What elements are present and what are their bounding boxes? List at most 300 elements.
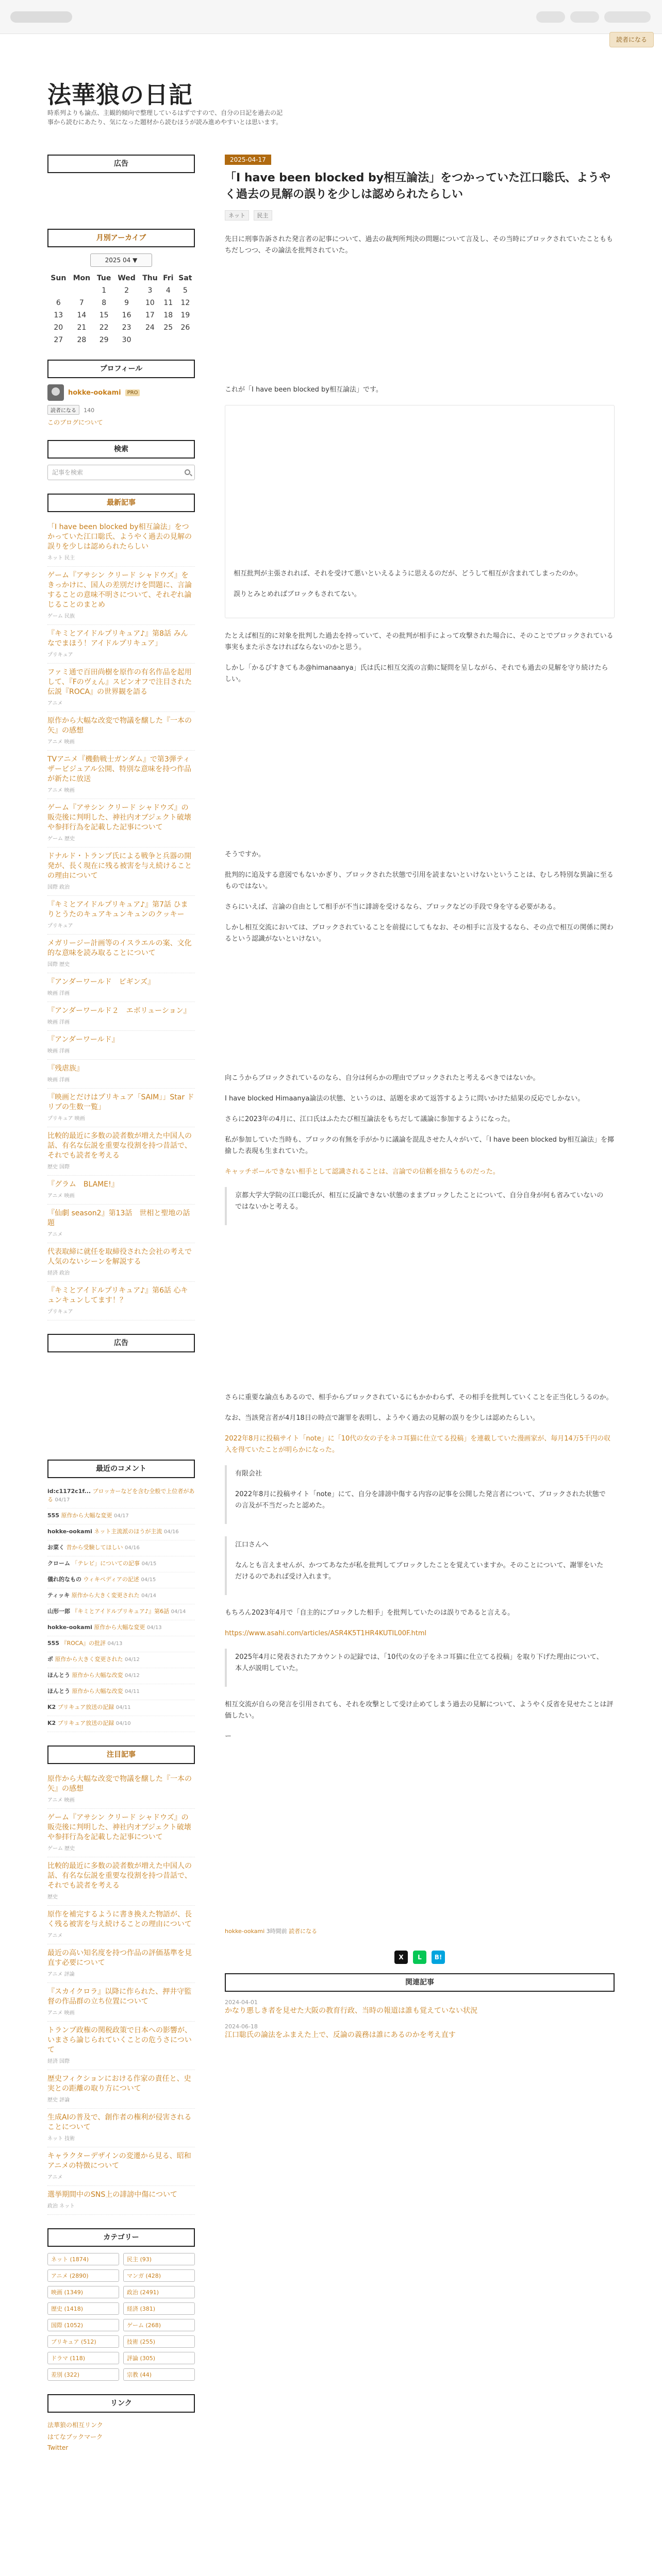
calendar-day[interactable]: 13 — [54, 311, 63, 319]
link-list — [47, 2419, 195, 2453]
link-item[interactable]: はてなブックマーク — [47, 2433, 103, 2441]
comment-item[interactable] — [47, 1509, 195, 1524]
footer-reader-link[interactable]: 読者になる — [289, 1928, 318, 1935]
comment-user[interactable]: 555 — [47, 1512, 59, 1519]
embed-space — [225, 1238, 615, 1392]
category-chip[interactable]: 国際 (1052) — [47, 2319, 119, 2331]
recent-entry-meta: プリキュア — [47, 923, 73, 929]
category-list — [47, 2253, 195, 2381]
popular-entry-title[interactable]: ゲーム『アサシン クリード シャドウズ』の販売後に判明した、神社内オブジェクト破壊や参拝行為を記載した記事について — [47, 1814, 191, 1841]
embed-space — [225, 1752, 615, 1906]
calendar-weekday: Fri — [163, 274, 174, 282]
calendar-day[interactable]: 1 — [102, 286, 107, 295]
recent-entry-title[interactable]: メガリージー計画等のイスラエルの案、文化的な意味を読み取ることについて — [47, 939, 192, 957]
related-item[interactable] — [225, 2023, 615, 2040]
comment-time: 04/14 — [171, 1609, 186, 1615]
list-item[interactable] — [47, 751, 195, 799]
list-item[interactable] — [47, 1089, 195, 1127]
comment-time: 04/16 — [163, 1529, 179, 1535]
recent-entry-meta: アニメ — [47, 701, 63, 706]
calendar-weekday: Sun — [51, 274, 67, 282]
footer-author-link[interactable]: hokke-ookami — [225, 1928, 265, 1935]
category-chip[interactable]: 技術 (255) — [123, 2335, 195, 2348]
quote-text: なんとも言えませんが、かつてあなたが私を批判してブロックしたことを覚えていますか。そのことについて、謝罪をいただけるのであれば受け入れます。 — [235, 1562, 604, 1581]
popular-entry-meta: アニメ — [47, 2175, 63, 2180]
sidebar — [47, 155, 195, 2466]
comment-time: 04/11 — [125, 1689, 140, 1694]
topbar-menu-pill-3[interactable] — [604, 11, 651, 23]
main-entry — [225, 155, 615, 2047]
comment-entry[interactable]: 原作から大幅な改変 — [72, 1672, 123, 1679]
related-entries-list — [225, 1999, 615, 2040]
recent-entry-meta: アニメ 映画 — [47, 739, 75, 745]
calendar-day[interactable]: 22 — [99, 324, 109, 332]
calendar-day — [161, 334, 176, 346]
recent-entry-title[interactable]: 比較的最近に多数の読者数が増えた中国人の話、有名な伝説を重要な役割を持つ昔話で、それでも読者を考える — [47, 1132, 192, 1160]
comment-user[interactable]: K2 — [47, 1720, 56, 1726]
calendar-weekday: Mon — [73, 274, 91, 282]
calendar-day[interactable]: 4 — [166, 286, 171, 295]
popular-entry-title[interactable]: キャラクターデザインの変遷から見る、昭和アニメの特徴について — [47, 2152, 191, 2170]
popular-entry-meta: 経済 国際 — [47, 2059, 70, 2064]
popular-entry-title[interactable]: 比較的最近に多数の読者数が増えた中国人の話、有名な伝説を重要な役割を持つ昔話で、それでも読者を考える — [47, 1862, 192, 1890]
popular-entry-title[interactable]: 歴史フィクションにおける作家の責任と、史実との距離の取り方について — [47, 2075, 191, 2093]
list-item[interactable] — [47, 2070, 195, 2109]
popular-entry-title[interactable]: 原作から大幅な改変で物議を醸した『一本の矢』の感想 — [47, 1775, 192, 1793]
comment-time: 04/15 — [141, 1577, 156, 1583]
comment-item[interactable] — [47, 1620, 195, 1636]
recent-entry-title[interactable]: 『キミとアイドルプリキュア♪』第6話 心キュンキュンしてます！？ — [47, 1286, 188, 1304]
recent-entry-meta: 国際 歴史 — [47, 962, 70, 968]
comment-user[interactable]: hokke-ookami — [47, 1528, 92, 1535]
calendar-day[interactable]: 29 — [99, 336, 109, 344]
comment-entry[interactable]: 「テレビ」についての記事 — [72, 1560, 140, 1567]
pro-badge: PRO — [125, 389, 140, 396]
comment-item[interactable] — [47, 1700, 195, 1716]
recent-module — [47, 494, 195, 1320]
related-heading: 関連記事 — [225, 1973, 615, 1992]
calendar-day — [47, 284, 70, 297]
comment-entry[interactable]: ブロッカーなどを含む全般で上位者がある — [47, 1488, 195, 1503]
highlight-text[interactable]: キャッチボールできない相手として認識されることは、言論での信頼を損なうものだった。 — [225, 1168, 500, 1176]
calendar-day[interactable]: 23 — [122, 324, 131, 332]
recent-entry-meta: アニメ — [47, 1232, 63, 1238]
recent-entry-title[interactable]: 『映画とだけはプリキュア「SAIM」」Star ドリプの生数一覧」 — [47, 1093, 194, 1111]
list-item[interactable] — [47, 1002, 195, 1031]
category-chip[interactable]: 経済 (381) — [123, 2302, 195, 2315]
tag-item[interactable]: 民主 — [254, 210, 272, 221]
hatena-bookmark-icon[interactable]: B! — [432, 1951, 445, 1964]
recent-entry-meta: 映画 洋画 — [47, 1020, 70, 1025]
comment-time: 04/13 — [146, 1625, 162, 1631]
comment-item[interactable] — [47, 1668, 195, 1684]
recent-entries-list — [47, 518, 195, 1320]
reader-count: 140 — [84, 407, 95, 414]
recent-entry-title[interactable]: 「I have been blocked by相互論法」をつかっていた江口聡氏、ようやく過去の見解の誤りを少しは認められたらしい — [47, 523, 192, 551]
quote-text: 有限会社 — [235, 1470, 262, 1478]
comment-item[interactable] — [47, 1588, 195, 1604]
recent-entry-title[interactable]: ゲーム『アサシン クリード シャドウズ』の販売後に判明した、神社内オブジェクト破壊や参拝行為を記載した記事について — [47, 804, 191, 832]
recent-entry-title[interactable]: 原作から大幅な改変で物議を醸した『一本の矢』の感想 — [47, 717, 192, 735]
comment-entry[interactable]: 原作から大きく変更された — [71, 1592, 140, 1599]
reader-button[interactable]: 読者になる — [609, 32, 654, 47]
hatena-logo-placeholder[interactable] — [10, 11, 72, 23]
related-title[interactable]: かなり悪しき者を見せた大阪の教育行政、当時の報道は誰も覚えていない状況 — [225, 2007, 477, 2015]
paragraph: もちろん2023年4月で「自主的にブロックした相手」を批判していたのは誤りであると言える。 — [225, 1609, 515, 1617]
recent-entry-meta: プリキュア — [47, 652, 73, 658]
paragraph: さらに重要な論点もあるので、相手からブロックされているにもかかわらず、その相手を批判していくことを正当化しうるのか。 — [225, 1394, 613, 1401]
profile-reader-button[interactable]: 読者になる — [47, 405, 79, 415]
external-link[interactable]: https://www.asahi.com/articles/ASR4K5T1HR4KUTIL00F.html — [225, 1630, 427, 1637]
related-item[interactable] — [225, 1999, 615, 2016]
category-chip[interactable]: 民主 (93) — [123, 2253, 195, 2265]
quote-text: 2025年4月に発表されたアカウントの記録では、「10代の女の子をネコ耳猫に仕立てる投稿」を取り下げた理由について、本人が説明していた。 — [235, 1653, 603, 1672]
recent-entry-meta: 映画 洋画 — [47, 1048, 70, 1054]
embed-space — [225, 954, 615, 1073]
category-chip[interactable]: ネット (1874) — [47, 2253, 119, 2265]
category-chip[interactable]: 歴史 (1418) — [47, 2302, 119, 2315]
comment-user[interactable]: 山形一郎 — [47, 1608, 70, 1615]
calendar-day[interactable]: 18 — [163, 311, 173, 319]
comment-user[interactable]: お菜く — [47, 1544, 64, 1551]
popular-entry-title[interactable]: トランプ政権の関税政策で日本への影響が、いまさら論じられていくことの危うさについて — [47, 2026, 192, 2054]
comment-item[interactable] — [47, 1484, 195, 1509]
recent-entry-title[interactable]: TVアニメ『機動戦士ガンダム』で第3弾ティザービジュアル公開、特別な意味を持つ作品が新たに放送 — [47, 755, 192, 783]
list-item[interactable] — [47, 1944, 195, 1983]
comment-user[interactable]: id:c1172c1f... — [47, 1488, 91, 1495]
calendar-day[interactable]: 17 — [145, 311, 155, 319]
ad-heading-2: 広告 — [47, 1334, 195, 1352]
quote-text: 江口さんへ — [235, 1541, 269, 1549]
embed-space — [225, 266, 615, 384]
category-heading: カテゴリー — [47, 2228, 195, 2247]
comment-time: 04/17 — [55, 1497, 70, 1503]
comment-item[interactable] — [47, 1684, 195, 1700]
calendar-day[interactable]: 25 — [163, 324, 173, 332]
search-heading: 検索 — [47, 440, 195, 459]
category-chip[interactable]: アニメ (2890) — [47, 2269, 119, 2282]
calendar-day[interactable]: 15 — [99, 311, 109, 319]
link-item[interactable]: 法華狼の相互リンク — [47, 2421, 103, 2429]
calendar-day[interactable]: 3 — [147, 286, 153, 295]
calendar-day[interactable]: 5 — [183, 286, 188, 295]
paragraph: 先日に刑事告訴された発言者の記事について、過去の裁判所判決の問題について言及し、その当時にブロックされていたことももちだしつつ、その論法を批判されていた。 — [225, 235, 613, 255]
popular-entry-title[interactable]: 選挙期間中のSNS上の誹謗中傷について — [47, 2191, 177, 2199]
recent-entry-title[interactable]: 『アンダーワールド』 — [47, 1036, 119, 1044]
comment-user[interactable]: ほんとう — [47, 1688, 70, 1694]
comment-time: 04/14 — [141, 1593, 156, 1599]
list-item[interactable] — [47, 1176, 195, 1205]
blog-description: 時系列よりも論点、主観的傾向で整理しているはずですので、自分の日記を過去の記事から読むにあたり、気になった題材から読むほうが読み進めやすいとは思います。 — [47, 109, 283, 126]
tag-item[interactable]: ネット — [225, 210, 249, 221]
popular-module — [47, 1745, 195, 2215]
comment-item[interactable] — [47, 1652, 195, 1668]
calendar-day[interactable]: 16 — [122, 311, 131, 319]
about-blog-link[interactable]: このブログについて — [47, 419, 103, 426]
paragraph: ー — [225, 1733, 232, 1740]
comment-time: 04/13 — [107, 1641, 123, 1647]
topbar-menu-pill-2[interactable] — [570, 11, 599, 23]
comment-entry[interactable]: 原作から大幅な変更 — [61, 1512, 112, 1519]
list-item[interactable] — [47, 664, 195, 712]
comment-user[interactable]: ほんとう — [47, 1672, 70, 1679]
comment-time: 04/11 — [115, 1705, 131, 1710]
comment-time: 04/12 — [125, 1657, 140, 1663]
entry-title[interactable]: 「I have been blocked by相互論法」をつかっていた江口聡氏、ようやく過去の見解の誤りを少しは認められたらしい — [225, 172, 611, 201]
popular-entry-meta: アニメ 映画 — [47, 2010, 75, 2016]
comment-time: 04/17 — [113, 1513, 129, 1519]
comment-entry[interactable]: ウィキペディアの記述 — [83, 1576, 139, 1583]
entry-tags — [225, 210, 615, 221]
search-icon[interactable] — [185, 469, 190, 475]
blog-title[interactable]: 法華狼の日記 — [47, 81, 193, 109]
recent-entry-title[interactable]: 『残虐族』 — [47, 1064, 84, 1073]
calendar-day[interactable]: 8 — [102, 299, 107, 307]
comment-user[interactable]: K2 — [47, 1704, 56, 1710]
recent-entry-meta: ネット 民主 — [47, 555, 75, 561]
comment-item[interactable] — [47, 1540, 195, 1556]
embed-space — [225, 694, 615, 849]
comment-entry[interactable]: 『キミとアイドルプリキュア♪』第6話 — [72, 1608, 170, 1615]
comment-entry[interactable]: 原作から大きく変更された — [55, 1656, 123, 1663]
entry-body — [225, 234, 615, 1906]
sidebar-ad-2 — [47, 1334, 195, 1446]
comment-entry[interactable]: 『ROCA』の批評 — [61, 1640, 106, 1647]
profile-name[interactable]: hokke-ookami — [68, 388, 121, 397]
list-item[interactable] — [47, 2109, 195, 2147]
calendar-day[interactable]: 30 — [122, 336, 131, 344]
list-item[interactable] — [47, 848, 195, 896]
entry-date[interactable]: 2025-04-17 — [225, 155, 271, 165]
recent-entry-title[interactable]: ドナルド・トランプ氏による戦争と兵器の開発が、長く現在に残る被害を与え続けることの理由について — [47, 852, 192, 880]
search-input[interactable] — [47, 465, 195, 480]
comment-user[interactable]: クローム — [47, 1560, 70, 1567]
comments-module — [47, 1460, 195, 1732]
archive-month-select[interactable]: 2025 04 ▼ — [90, 253, 152, 267]
paragraph: そうですか。 — [225, 851, 266, 858]
category-chip[interactable]: 政治 (2491) — [123, 2286, 195, 2298]
comment-time: 04/16 — [125, 1545, 140, 1551]
list-item[interactable] — [47, 2147, 195, 2186]
comment-user[interactable]: 儀れ的なもの — [47, 1576, 81, 1583]
blockquote — [225, 1187, 615, 1225]
search-placeholder: 記事を検索 — [52, 469, 84, 476]
calendar-day[interactable]: 7 — [79, 299, 84, 307]
comment-entry[interactable]: 昔から受験してほしい — [66, 1544, 123, 1551]
list-item[interactable] — [47, 518, 195, 567]
top-bar — [0, 0, 662, 43]
link-item[interactable]: Twitter — [47, 2444, 69, 2451]
list-item[interactable] — [47, 1205, 195, 1243]
list-item[interactable] — [47, 1809, 195, 1857]
recent-entry-title[interactable]: 『キミとアイドルプリキュア♪』第8話 みんなでまほう！アイドルプリキュア」 — [47, 630, 188, 648]
popular-entry-meta: アニメ 映画 — [47, 1798, 75, 1803]
popular-entry-meta: アニメ — [47, 1933, 63, 1939]
sidebar-ad — [47, 155, 195, 215]
comment-item[interactable] — [47, 1572, 195, 1588]
recent-entry-meta: プリキュア — [47, 1309, 73, 1315]
calendar-day[interactable]: 26 — [180, 324, 190, 332]
calendar-day[interactable]: 14 — [77, 311, 87, 319]
list-item[interactable] — [47, 1243, 195, 1282]
calendar-day[interactable]: 2 — [124, 286, 129, 295]
recent-entry-title[interactable]: 代表取締に就任を取締役された会社の考えで人気のないシーンを解説する — [47, 1248, 192, 1266]
list-item[interactable] — [47, 973, 195, 1002]
list-item[interactable] — [47, 1282, 195, 1320]
category-chip[interactable]: 差別 (322) — [47, 2368, 119, 2381]
search-module — [47, 440, 195, 480]
comment-user[interactable]: ポ — [47, 1656, 53, 1663]
paragraph: なお、当該発言者が4月18日の時点で謝罪を表明し、ようやく過去の見解の誤りを少しは認めたらしい。 — [225, 1414, 539, 1422]
calendar-day[interactable]: 10 — [145, 299, 155, 307]
list-item[interactable] — [47, 935, 195, 973]
calendar-day[interactable]: 20 — [54, 324, 63, 332]
category-chip[interactable]: マンガ (428) — [123, 2269, 195, 2282]
calendar-day[interactable]: 27 — [54, 336, 63, 344]
paragraph: たとえば相互的に対象を批判した過去を持っていて、その批判が相手によって攻撃された場合に、そのことでブロックされている事実もまた示さなければならないのかと思う。 — [225, 632, 614, 651]
entry-footer — [225, 1927, 615, 1935]
comment-entry[interactable]: 原作から大幅な改変 — [72, 1688, 123, 1694]
calendar-weekday: Sat — [178, 274, 192, 282]
comment-item[interactable] — [47, 1556, 195, 1572]
quote-text: 京都大学大学院の江口聡氏が、相互に反論できない状態のままブロックしたことについて、自分自身が何も省みていないのではないかと考える。 — [235, 1192, 604, 1211]
recent-entry-meta: ゲーム 民族 — [47, 614, 75, 619]
archive-calendar — [47, 272, 195, 346]
archive-heading: 月別アーカイブ — [47, 229, 195, 247]
comments-heading: 最近のコメント — [47, 1460, 195, 1478]
embed-text: 相互批判が主張されれば、それを受けて悪いといえるように思えるのだが、どうして相互が含まれてしまったのか。 — [234, 570, 583, 578]
list-item[interactable] — [47, 1031, 195, 1060]
calendar-day[interactable]: 9 — [124, 299, 129, 307]
calendar-day[interactable]: 24 — [145, 324, 155, 332]
recent-entry-meta: 歴史 国際 — [47, 1164, 70, 1170]
popular-entry-meta: 政治 ネット — [47, 2204, 75, 2209]
related-title[interactable]: 江口聡氏の論法をふまえた上で、反論の義務は誰にあるのかを考え直す — [225, 2031, 456, 2039]
calendar-day[interactable]: 21 — [77, 324, 87, 332]
recent-entry-title[interactable]: 『アンダーワールド ビギンズ』 — [47, 978, 155, 986]
recent-entry-meta: アニメ 映画 — [47, 1193, 75, 1199]
calendar-day — [70, 284, 94, 297]
category-chip[interactable]: ドラマ (118) — [47, 2352, 119, 2364]
comment-entry[interactable]: プリキュア放送の記録 — [57, 1704, 114, 1710]
list-item[interactable] — [47, 1127, 195, 1176]
list-item[interactable] — [47, 1770, 195, 1809]
calendar-day — [176, 334, 195, 346]
footer-date[interactable]: 3時間前 — [266, 1928, 287, 1935]
category-chip[interactable]: プリキュア (512) — [47, 2335, 119, 2348]
calendar-weekday: Tue — [96, 274, 111, 282]
line-icon[interactable]: L — [413, 1951, 426, 1964]
comment-item[interactable] — [47, 1524, 195, 1540]
recent-entry-meta: ゲーム 歴史 — [47, 836, 75, 842]
calendar-day[interactable]: 11 — [163, 299, 173, 307]
recent-entry-title[interactable]: ゲーム『アサシン クリード シャドウズ』をきっかけに、国人の差別だけを問題に、言論することの意味不明さについて、それぞれ論じることのまとめ — [47, 571, 192, 609]
recent-entry-meta: プリキュア 映画 — [47, 1116, 85, 1122]
comment-time: 04/12 — [125, 1673, 140, 1679]
comment-item[interactable] — [47, 1636, 195, 1652]
popular-entry-title[interactable]: 最近の高い知名度を持つ作品の評価基準を見直す必要について — [47, 1949, 192, 1967]
paragraph: 向こうからブロックされているのなら、自分は何らかの理由でブロックされたと考えるべきではないか。 — [225, 1074, 540, 1082]
list-item[interactable] — [47, 625, 195, 664]
comment-user[interactable]: hokke-ookami — [47, 1624, 92, 1631]
calendar-weekday: Wed — [118, 274, 136, 282]
popular-entry-title[interactable]: 生成AIの普及で、創作者の権利が侵害されることについて — [47, 2113, 192, 2131]
comment-user[interactable]: 555 — [47, 1640, 59, 1647]
recent-heading: 最新記事 — [47, 494, 195, 512]
paragraph: 批判的に追及する意図でもないかぎり、ブロックされた状態で引用を読まないといけないということは、むしろ特別な異論に至るものではない。 — [225, 871, 614, 890]
category-chip[interactable]: 映画 (1349) — [47, 2286, 119, 2298]
topbar-menu-pill-1[interactable] — [536, 11, 565, 23]
comment-user[interactable]: ティッキ — [47, 1592, 70, 1599]
paragraph: 私が参加していた当時も、ブロックの有無を手がかりに議論を混乱させた人々がいて、「I have been blocked by相互論法」を揶揄した表現も生まれていた。 — [225, 1136, 614, 1155]
comment-entry[interactable]: ネット主流派のほうが主流 — [94, 1528, 162, 1535]
related-date: 2024-04-01 — [225, 1999, 258, 2006]
embedded-post[interactable] — [225, 405, 615, 618]
popular-entry-meta: アニメ 評論 — [47, 1972, 75, 1977]
avatar[interactable] — [47, 384, 64, 401]
list-item[interactable] — [47, 1857, 195, 1906]
archive-module — [47, 229, 195, 346]
x-icon[interactable]: X — [394, 1951, 408, 1964]
popular-entry-meta: 歴史 — [47, 1894, 58, 1900]
list-item[interactable] — [47, 567, 195, 625]
list-item[interactable] — [47, 1060, 195, 1089]
quote-text: 2022年8月に投稿サイト「note」にて、自分を誹謗中傷する内容の記事を公開した発言者について、ブロックされた状態での言及が不当だったと認めた。 — [235, 1490, 606, 1510]
recent-entry-title[interactable]: 『仙劇 season2』第13話 世相と聖地の話題 — [47, 1209, 190, 1227]
comment-item[interactable] — [47, 1716, 195, 1732]
calendar-day[interactable]: 28 — [77, 336, 87, 344]
links-module — [47, 2394, 195, 2453]
list-item[interactable] — [47, 896, 195, 935]
list-item[interactable] — [47, 1906, 195, 1944]
list-item[interactable] — [47, 2022, 195, 2070]
paragraph: しかし「かるびすきてもあ@himanaanya」氏は氏に相互交流の言動に疑問を呈しながら、それでも過去の見解を守り続けたらしい。 — [225, 664, 608, 683]
recent-entry-title[interactable]: 『キミとアイドルプリキュア♪』第7話 ひまりとうたのキュアキュンキュンのクッキー — [47, 901, 188, 919]
ad-slot — [47, 179, 195, 215]
comment-entry[interactable]: 原作から大幅な変更 — [94, 1624, 145, 1631]
recent-entry-title[interactable]: 『グラム BLAME!』 — [47, 1180, 119, 1189]
popular-entry-meta: 歴史 評論 — [47, 2097, 70, 2103]
popular-entry-meta: ネット 技術 — [47, 2136, 75, 2142]
highlight-text[interactable]: 2022年8月に投稿サイト「note」に「10代の女の子をネコ耳猫に仕立てる投稿」を連載していた漫画家が、毎月14万5千円の収入を得ていたことが明らかになった。 — [225, 1435, 611, 1454]
related-date: 2024-06-18 — [225, 2023, 258, 2030]
comment-time: 04/10 — [115, 1721, 131, 1726]
profile-heading: プロフィール — [47, 360, 195, 378]
popular-entry-title[interactable]: 『スカイクロラ』以降に作られた、押井守監督の作品群の立ち位置について — [47, 1988, 192, 2006]
calendar-day[interactable]: 12 — [180, 299, 190, 307]
paragraph: しかし相互交流においては、ブロックされていることを前提にしてもなお、その相手に言及するなら、その点で相互の関係に関わるという認識がないといけない。 — [225, 924, 614, 943]
list-item[interactable] — [47, 712, 195, 751]
category-module — [47, 2228, 195, 2381]
popular-entry-title[interactable]: 原作を補完するように書き換えた物語が、長く残る被害を与え続けることの理由について — [47, 1910, 192, 1928]
calendar-day[interactable]: 19 — [180, 311, 190, 319]
comment-item[interactable] — [47, 1604, 195, 1620]
recent-entry-meta: 経済 政治 — [47, 1270, 70, 1276]
recent-entry-meta: 映画 洋画 — [47, 991, 70, 996]
ad-heading: 広告 — [47, 155, 195, 173]
list-item[interactable] — [47, 2186, 195, 2215]
category-chip[interactable]: ゲーム (268) — [123, 2319, 195, 2331]
calendar-day — [139, 334, 161, 346]
recent-entry-title[interactable]: 『アンダーワールド２ エボリューション』 — [47, 1007, 191, 1015]
list-item[interactable] — [47, 1983, 195, 2022]
recent-entry-title[interactable]: ファミ通で百田尚樹を原作の有名作品を起用して、『Fのヴぇん』スピンオフで注目された伝説『ROCA』の世界観を語る — [47, 668, 192, 696]
category-chip[interactable]: 評論 (305) — [123, 2352, 195, 2364]
calendar-day[interactable]: 6 — [56, 299, 61, 307]
category-chip[interactable]: 宗教 (44) — [123, 2368, 195, 2381]
comment-entry[interactable]: プリキュア放送の記録 — [57, 1720, 114, 1726]
list-item[interactable] — [47, 799, 195, 848]
